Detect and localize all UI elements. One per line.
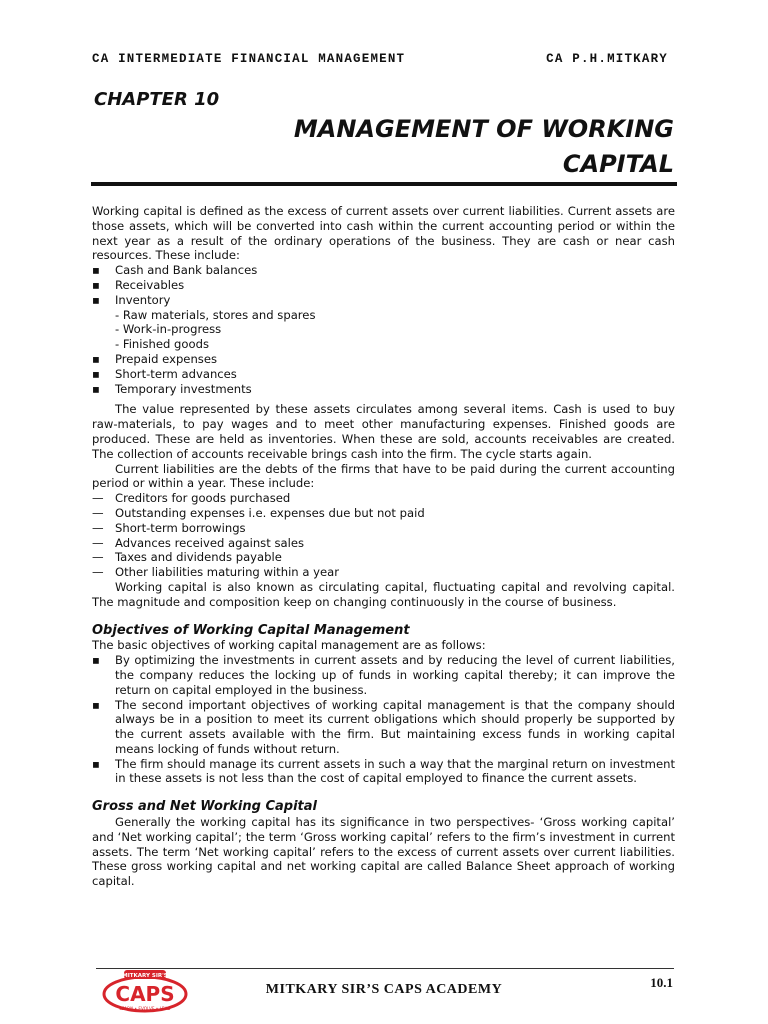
- list-item: ▪ Prepaid expenses: [92, 351, 218, 366]
- running-header: [92, 52, 668, 66]
- dash-icon: —: [92, 565, 104, 580]
- list-item: — Taxes and dividends payable: [92, 550, 282, 565]
- list-item: — Advances received against sales: [92, 535, 304, 550]
- list-item: — Outstanding expenses i.e. expenses due but not paid: [92, 505, 425, 520]
- list-item: — Short-term borrowings: [92, 520, 246, 535]
- objectives-heading: Objectives of Working Capital Management: [92, 622, 410, 638]
- objectives-list: [92, 653, 675, 786]
- dash-icon: —: [92, 491, 104, 506]
- intro-paragraph: Working capital is defined as the excess of current assets over current liabilities. Current assets are those assets, which will be converted into cash within the current accounting period or within the next year as a result of the ordinary operations of the business. They are cash or near cash resources. These include:: [92, 204, 675, 263]
- circulating-paragraph: Working capital is also known as circulating capital, fluctuating capital and revolving capital. The magnitude and composition keep on changing continuously in the course of business.: [92, 579, 675, 609]
- page-number: 10.1: [650, 975, 673, 990]
- gross-net-heading: Gross and Net Working Capital: [92, 799, 317, 815]
- dash-icon: —: [92, 535, 104, 550]
- list-item: — Other liabilities maturing within a year: [92, 565, 339, 580]
- logo-top-text: MITKARY SIR'S: [122, 973, 168, 979]
- list-item: ▪ By optimizing the investments in current assets and by reducing the level of current liabilities, the company reduces the locking up of funds in working capital thereby; it can improve the return on capital employed in the business.: [92, 653, 675, 697]
- inventory-subitem: - Work-in-progress: [115, 322, 222, 337]
- list-item: ▪ Receivables: [92, 277, 185, 292]
- bullet-icon: ▪: [92, 292, 100, 307]
- inventory-subitem: - Finished goods: [115, 337, 209, 352]
- current-liabilities-list: [92, 491, 675, 580]
- footer-academy: MITKARY SIR’S CAPS ACADEMY: [265, 982, 503, 997]
- bullet-icon: ▪: [92, 697, 100, 712]
- list-item: ▪ Temporary investments: [92, 381, 252, 396]
- list-item: ▪ The firm should manage its current assets in such a way that the marginal return on investment in these assets is not less than the cost of capital employed to finance the current assets.: [92, 756, 675, 786]
- bullet-icon: ▪: [92, 381, 100, 396]
- dash-icon: —: [92, 520, 104, 535]
- list-item: ▪ Inventory: [92, 292, 171, 307]
- bullet-icon: ▪: [92, 263, 100, 278]
- chapter-title-line-1: MANAGEMENT OF WORKING: [293, 115, 674, 143]
- list-item: — Creditors for goods purchased: [92, 491, 291, 506]
- body-text: [92, 204, 675, 889]
- liabilities-paragraph: Current liabilities are the debts of the firms that have to be paid during the current accounting period or within a year. These include:: [92, 461, 675, 491]
- bullet-icon: ▪: [92, 277, 100, 292]
- chapter-label: CHAPTER 10: [94, 89, 220, 110]
- current-assets-list: [92, 263, 675, 396]
- chapter-title-line-2: CAPITAL: [562, 150, 674, 178]
- footer-rule: [96, 968, 674, 969]
- list-item: ▪ Cash and Bank balances: [92, 263, 258, 278]
- title-rule: [91, 182, 677, 186]
- dash-icon: —: [92, 505, 104, 520]
- logo-tagline: LEARN • EVOLVE • LEAD: [119, 1006, 171, 1011]
- list-item: ▪ The second important objectives of working capital management is that the company should always be in a position to meet its current obligations which should properly be supported by the current assets available with the firm. But maintaining excess funds in working capital means locking of funds without return.: [92, 697, 675, 756]
- bullet-icon: ▪: [92, 351, 100, 366]
- bullet-icon: ▪: [92, 756, 100, 771]
- gross-net-paragraph: Generally the working capital has its significance in two perspectives- ‘Gross working capital’ and ‘Net working capital’; the term ‘Gross working capital’ refers to the firm’s investment in current assets. The term ‘Net working capital’ refers to the excess of current assets over current liabilities. These gross working capital and net working capital are called Balance Sheet approach of working capital.: [92, 815, 675, 889]
- bullet-icon: ▪: [92, 653, 100, 668]
- header-course: CA INTERMEDIATE FINANCIAL MANAGEMENT: [92, 52, 406, 66]
- dash-icon: —: [92, 550, 104, 565]
- list-item: ▪ Short-term advances: [92, 366, 237, 381]
- bullet-icon: ▪: [92, 366, 100, 381]
- header-author: CA P.H.MITKARY: [546, 52, 668, 66]
- objectives-intro: The basic objectives of working capital management are as follows:: [92, 638, 486, 653]
- logo-main-text: CAPS: [115, 982, 175, 1006]
- inventory-subitem: - Raw materials, stores and spares: [115, 307, 316, 322]
- cycle-paragraph: The value represented by these assets circulates among several items. Cash is used to buy raw-materials, to pay wages and to meet other manufacturing expenses. Finished goods are produced. These are held as inventories. When these are sold, accounts receivables are created. The collection of accounts receivable brings cash into the firm. The cycle starts again.: [92, 402, 675, 461]
